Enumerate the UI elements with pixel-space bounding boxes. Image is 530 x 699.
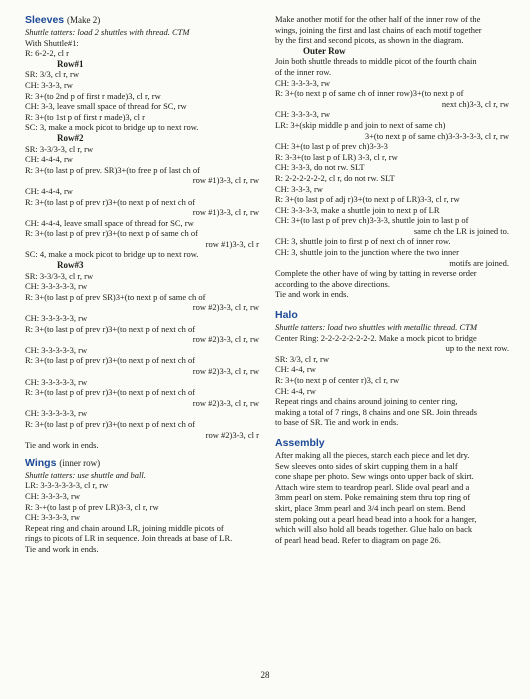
sleeves-line: CH: 3-3-3-3-3, rw (25, 313, 88, 324)
sleeves-line: R: 3+(to last p of prev r)3+(to next p of next ch of (25, 355, 196, 366)
spacer (275, 300, 513, 309)
sleeves-line: CH: 3-3-3-3-3, rw (25, 376, 88, 387)
sleeves-line: R: 3+(to last p of prev r)3+(to next p of same ch of (25, 228, 198, 239)
sleeves-line: row #2)3-3, cl r (205, 429, 259, 440)
assembly-line: stem poking out a pearl head bead into a hook for a hanger, (275, 513, 477, 524)
outer-line: CH: 3-3-3, rw (275, 183, 323, 194)
sleeves-line: SC: 4, make a mock picot to bridge up to next row. (25, 249, 199, 260)
outer-line: CH: 3-3-3, do not rw. SLT (275, 162, 365, 173)
wings-line: R: 3-+(to last p of prev LR)3-3, cl r, rw (25, 501, 159, 512)
sleeves-line: R: 3+(to 1st p of first r made)3, cl r (25, 111, 145, 122)
page-number: 28 (260, 670, 270, 680)
sleeves-line: R: 3+(to last p of prev r)3+(to next p of next ch of (25, 418, 196, 429)
outer-line: CH: 3-3-3-3, rw (275, 77, 331, 88)
row-heading: Row#2 (57, 132, 84, 143)
sleeves-line: CH: 3-3, leave small space of thread for SC, rw (25, 101, 187, 112)
row-heading: Row#1 (57, 58, 84, 69)
outer-line: 3+(to next p of same ch)3-3-3-3-3, cl r, rw (364, 130, 509, 141)
sleeves-line: R: 3+(to last p of prev. SR)3+(to free p of last ch of (25, 164, 200, 175)
outer-line: CH: 3+(to last p of prev ch)3-3-3 (275, 141, 388, 152)
assembly-line: 3mm pearl on stem. Poke remaining stem thru top ring of (275, 492, 471, 503)
wings-line: LR: 3-3-3-3-3-3, cl r, rw (25, 480, 109, 491)
wings-line: Repeat ring and chain around LR, joining middle picots of (25, 522, 224, 533)
outer-line: Tie and work in ends. (275, 289, 349, 300)
outer-intro-line: by the first and second picots, as shown in the diagram. (275, 35, 464, 46)
outer-line: next ch)3-3, cl r, rw (441, 98, 509, 109)
assembly-line: After making all the pieces, starch each piece and let dry. (275, 449, 470, 460)
spacer (275, 428, 513, 437)
sleeves-line: Shuttle tatters: load 2 shuttles with thread. CTM (25, 27, 190, 37)
outer-line: according to the above directions. (275, 278, 390, 289)
sleeves-line: R: 6-2-2, cl r (25, 48, 69, 59)
sleeves-line: SR: 3-3/3-3, cl r, rw (25, 270, 94, 281)
assembly-line: Attach wire stem to teardrop pearl. Slide oval pearl and a (275, 481, 470, 492)
left-column (25, 14, 263, 555)
sleeves-line: CH: 4-4-4, leave small space of thread for SC, rw (25, 217, 194, 228)
outer-line: CH: 3-3-3-3, rw (275, 109, 331, 120)
assembly-line: cone shape per photo. Sew wings onto upper back of skirt. (275, 471, 474, 482)
sleeves-line: CH: 3-3-3-3-3, rw (25, 344, 88, 355)
assembly-line: skirt, place 3mm pearl and 3/4 inch pearl on stem. Bend (275, 502, 466, 513)
sleeves-line: R: 3+(to last p of prev SR)3+(to next p of same ch of (25, 291, 206, 302)
outer-line: Join both shuttle threads to middle picot of the fourth chain (275, 56, 477, 67)
halo-line: R: 3+(to next p of center r)3, cl r, rw (275, 375, 400, 385)
sleeves-line: CH: 3-3-3-3-3, rw (25, 281, 88, 292)
assembly-line: Sew sleeves onto sides of skirt cupping them in a half (275, 460, 458, 471)
outer-line: CH: 3-3-3-3, make a shuttle join to next p of LR (275, 204, 440, 215)
sleeves-line: R: 3+(to last p of prev r)3+(to next p of next ch of (25, 387, 196, 398)
halo-line: CH: 4-4, rw (275, 385, 316, 396)
sleeves-line: R: 3+(to last p of prev r)3+(to next p of next ch of (25, 196, 196, 207)
outer-line: same ch the LR is joined to. (413, 225, 509, 236)
wings-line: CH: 3-3-3-3, rw (25, 512, 81, 523)
sleeves-line: With Shuttle#1: (25, 37, 79, 48)
halo-line: Center Ring: 2-2-2-2-2-2-2-2. Make a mock picot to bridge (275, 332, 477, 343)
halo-line: Repeat rings and chains around joining to center ring, (275, 396, 458, 407)
assembly-line: of pearl head bead. Refer to diagram on page 26. (275, 534, 441, 545)
right-column (275, 14, 513, 545)
sleeves-line: row #1)3-3, cl r, rw (192, 207, 259, 218)
sleeves-line: row #2)3-3, cl r, rw (192, 302, 259, 313)
outer-line: Complete the other have of wing by tatting in reverse order (275, 268, 477, 279)
halo-heading: Halo (275, 309, 298, 322)
sleeves-line: SR: 3-3/3-3, cl r, rw (25, 143, 94, 154)
sleeves-line: SC: 3, make a mock picot to bridge up to next row. (25, 122, 199, 133)
sleeves-line: CH: 3-3-3-3-3, rw (25, 408, 88, 419)
sleeves-line: CH: 3-3-3, rw (25, 79, 73, 90)
outer-line: R: 2-2-2-2-2-2, cl r, do not rw. SLT (275, 172, 395, 183)
row-heading: Row#3 (57, 260, 84, 271)
outer-line: R: 3-3+(to last p of LR) 3-3, cl r, rw (275, 151, 398, 162)
halo-line: SR: 3/3, cl r, rw (275, 353, 329, 364)
outer-line: of the inner row. (275, 66, 332, 77)
sleeves-line: row #2)3-3, cl r, rw (192, 397, 259, 408)
outer-line: R: 3+(to last p of adj r)3+(to next p of LR)3-3, cl r, rw (275, 194, 460, 205)
sleeves-heading: Sleeves (Make 2) (25, 14, 101, 26)
outer-line: R: 3+(to next p of same ch of inner row)3+(to next p of (275, 88, 464, 99)
outer-intro-line: Make another motif for the other half of the inner row of the (275, 14, 481, 24)
wings-heading: Wings (inner row) (25, 456, 101, 469)
outer-line: CH: 3, shuttle join to the junction where the two inner (275, 247, 459, 258)
sleeves-line: CH: 4-4-4, rw (25, 154, 73, 165)
sleeves-line: R: 3+(to 2nd p of first r made)3, cl r, rw (25, 90, 161, 101)
sleeves-line: Tie and work in ends. (25, 440, 99, 451)
assembly-heading: Assembly (275, 436, 325, 449)
sleeves-line: CH: 4-4-4, rw (25, 185, 73, 196)
outer-row-heading: Outer Row (303, 45, 346, 56)
sleeves-line: row #1)3-3, cl r (205, 238, 259, 249)
sleeves-line: SR: 3/3, cl r, rw (25, 69, 79, 80)
sleeves-line: R: 3+(to last p of prev r)3+(to next p of next ch of (25, 323, 196, 334)
wings-line: Shuttle tatters: use shuttle and ball. (25, 469, 146, 480)
assembly-line: which will also hold all beads together. Glue halo on back (275, 524, 473, 535)
halo-line: to base of SR. Tie and work in ends. (275, 417, 399, 428)
wings-line: rings to picots of LR in sequence. Join threads at base of LR. (25, 533, 233, 544)
halo-line: Shuttle tatters: load two shuttles with metallic thread. CTM (275, 322, 478, 333)
halo-line: up to the next row. (445, 343, 509, 354)
outer-line: CH: 3+(to last p of prev ch)3-3-3, shuttle join to last p of (275, 215, 469, 226)
halo-line: CH: 4-4, rw (275, 364, 316, 375)
outer-line: motifs are joined. (449, 257, 509, 268)
halo-line: making a total of 7 rings, 8 chains and one SR. Join threads (275, 406, 478, 417)
sleeves-line: row #1)3-3, cl r, rw (192, 175, 259, 186)
outer-intro-line: wings, joining the first and last chains of each motif together (275, 24, 482, 35)
sleeves-line: row #2)3-3, cl r, rw (192, 366, 259, 376)
outer-line: CH: 3, shuttle join to first p of next ch of inner row. (275, 236, 451, 247)
wings-line: CH: 3-3-3-3, rw (25, 490, 81, 501)
sleeves-line: row #2)3-3, cl r, rw (192, 334, 259, 345)
wings-line: Tie and work in ends. (25, 543, 99, 554)
outer-line: LR: 3+(skip middle p and join to next of same ch) (275, 119, 446, 130)
